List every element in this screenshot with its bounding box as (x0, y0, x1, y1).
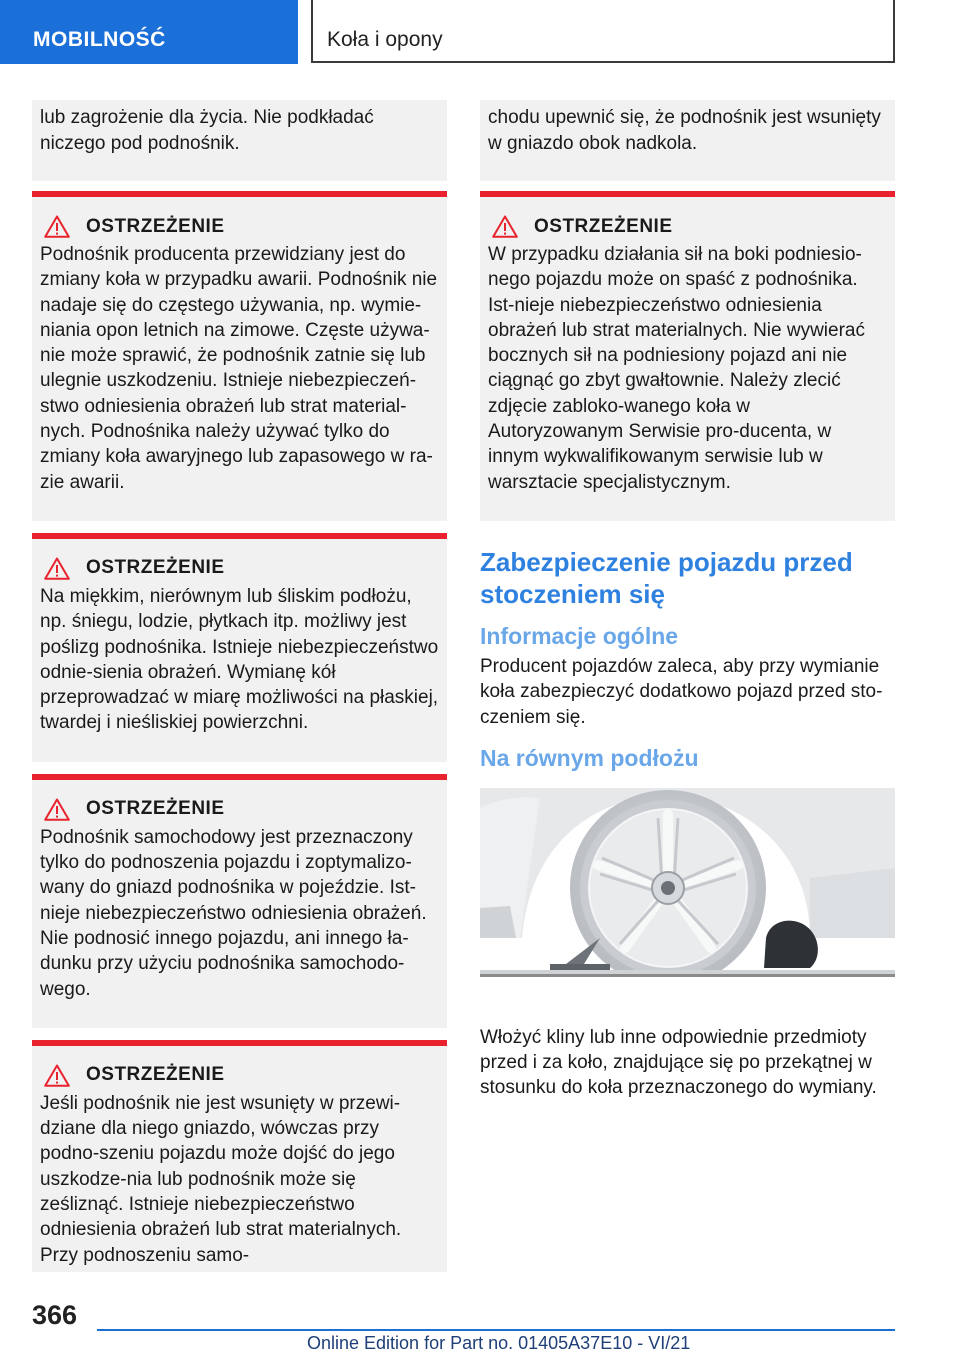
warning-header (40, 1064, 439, 1087)
image-caption: Włożyć kliny lub inne odpowiednie przedmioty przed i za koło, znajdujące się po przekątnej w stosunku do koła przeznaczonego do wymiany. (480, 1026, 877, 1099)
continued-text-block (480, 100, 895, 181)
warning-text: Na miękkim, nierównym lub śliskim podłożu, np. śniegu, lodzie, płytkach itp. możliwy jest poślizg podnośnika. Istnieje niebezpieczeństwo odnie-sienia obrażeń. Wymianę kół przeprowadzać w miarę możliwości na płaskiej, twardej i nieśliskiej powierzchni. (40, 585, 439, 734)
warning-text: W przypadku działania sił na boki podniesio-nego pojazdu może on spaść z podnośnika. Ist-nieje niebezpieczeństwo odniesienia obrażeń lub strat materialnych. Nie wywierać bocznych sił na podniesiony pojazd ani nie ciągnąć go zbyt gwałtownie. Należy zlecić zdjęcie zabloko-wanego koła w Autoryzowanym Serwisie pro-ducenta, w innym wykwalifikowanym serwisie lub w warsztacie specjalistycznym. (488, 244, 865, 493)
warning-triangle-icon (44, 798, 70, 821)
warning-text: Podnośnik samochodowy jest przeznaczony tylko do podnoszenia pojazdu i zoptymalizo-wany do gniazd podnośnika w pojeździe. Ist-nieje niebezpieczeństwo odniesienia obrażeń. Nie podnosić innego pojazdu, ani innego ła-dunku przy użyciu podnośnika samochodo-wego. (40, 826, 427, 1000)
warning-triangle-icon (492, 215, 518, 238)
warning-title: OSTRZEŻENIE (86, 557, 225, 579)
warning-triangle-icon (44, 1064, 70, 1087)
right-column (480, 100, 895, 1101)
warning-text: Jeśli podnośnik nie jest wsunięty w przewi-dziane dla niego gniazdo, wówczas przy podno-szeniu pojazdu może dojść do jego uszkodze-nia lub podnośnik może się ześliznąć. Istnieje niebezpieczeństwo odniesienia obrażeń lub strat materialnych. Przy podnoszeniu samo- (40, 1092, 402, 1266)
page-number: 366 (32, 1300, 78, 1330)
warning-title: OSTRZEŻENIE (86, 215, 225, 237)
subsection-heading: Informacje ogólne (480, 622, 679, 649)
footer-divider (97, 1329, 895, 1331)
warning-title: OSTRZEŻENIE (86, 798, 225, 820)
warning-box (32, 1040, 447, 1272)
warning-text: Podnośnik producenta przewidziany jest do zmiany koła w przypadku awarii. Podnośnik nie nadaje się do częstego używania, np. wymiе-niania opon letnich na zimowe. Częste używa-nie może sprawić, że podnośnik zatnie się lub ulegnie uszkodzeniu. Istnieje niebezpieczeń-stwo odniesienia obrażeń lub strat material-nych. Podnośnika należy używać tylko do zmiany koła awaryjnego lub zapasowego w ra-zie awarii. (40, 244, 438, 493)
left-column (32, 100, 447, 1272)
warning-title: OSTRZEŻENIE (86, 1064, 225, 1086)
warning-box (32, 774, 447, 1028)
wheel-chock-illustration (480, 788, 895, 977)
warning-title: OSTRZEŻENIE (534, 215, 673, 237)
general-info-text: Producent pojazdów zaleca, aby przy wymianie koła zabezpieczyć dodatkowo pojazd przed sto-czeniem się. (480, 655, 883, 728)
warning-header (40, 798, 439, 821)
edition-note: Online Edition for Part no. 01405A37E10 - VI/21 (307, 1333, 691, 1353)
warning-box (480, 191, 895, 521)
warning-box (32, 533, 447, 762)
warning-header (488, 215, 887, 238)
section-heading: Zabezpieczenie pojazdu przed stoczeniem się (480, 546, 853, 609)
subsection-heading: Na równym podłożu (480, 744, 699, 771)
chapter-title: Koła i opony (311, 0, 895, 63)
continued-text: chodu upewnić się, że podnośnik jest wsunięty w gniazdo obok nadkola. (488, 107, 881, 154)
warning-triangle-icon (44, 215, 70, 238)
section-tab: MOBILNOŚĆ (0, 0, 298, 64)
continued-text: lub zagrożenie dla życia. Nie podkładać niczego pod podnośnik. (40, 107, 374, 154)
warning-header (40, 557, 439, 580)
warning-triangle-icon (44, 557, 70, 580)
warning-header (40, 215, 439, 238)
warning-box (32, 191, 447, 521)
continued-text-block (32, 100, 447, 181)
